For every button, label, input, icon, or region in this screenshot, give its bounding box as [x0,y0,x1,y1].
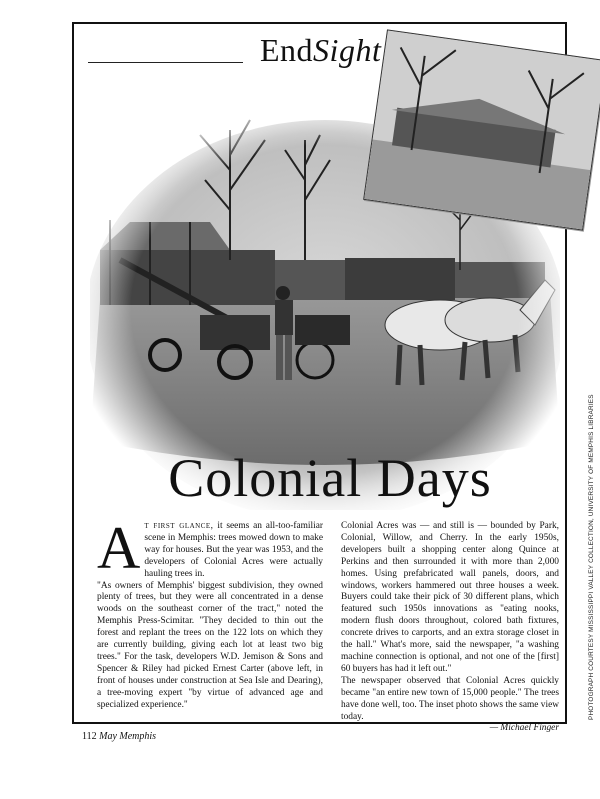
headline: Colonial Days [168,448,492,508]
drop-cap: A [97,515,141,581]
magazine-name: May Memphis [99,731,157,742]
article-column-2 [341,521,559,735]
paragraph-4: The newspaper observed that Colonial Acres quickly became "an entire new town of 15,000 people." The trees have done well, too. The inset photo shows the same view today. [341,675,560,722]
article-column-1 [97,515,323,712]
author-signature: — Michael Finger [489,723,559,734]
photo-credit: PHOTOGRAPH COURTESY MISSISSIPPI VALLEY COLLECTION, UNIVERSITY OF MEMPHIS LIBRARIES [588,394,595,720]
page-folio [82,731,156,742]
inset-photo-image [364,31,600,230]
section-title: EndSight [260,32,382,68]
page-number: 112 [82,731,97,742]
inset-photo [363,29,600,230]
masthead-rule-left [88,62,243,63]
paragraph-3: Colonial Acres was — and still is — bounded by Park, Colonial, Willow, and Cherry. In the early 1950s, developers built a shopping center along Quince at Perkins and then surrounded it with more than 2,000 homes. Using prefabricated wall panels, doors, and windows, workers hammered out three houses a week. Buyers could take their pick of 30 different plans, which featured such 1950s innovations as "eating nooks, modern flush doors throughout, colored bath fixtures, concrete drives to carports, and an extra storage closet in the hall." What's more, said the newspaper, "a washing machine connection is optional, and not one of the [first] 60 buyers has had it left out." [341,521,559,674]
paragraph-2: "As owners of Memphis' biggest subdivision, they owned plenty of trees, but they were all concentrated in a dense woods on the southeast corner of the tract," noted the Memphis Press-Scimitar. "They decided to thin out the forest and replant the trees on the 122 lots on which they are currently building, giving each lot at least two big trees." For the task, developers W.D. Jemison & Sons and Spencer & Riley had picked Ernest Carter (above left, in front of houses under construction at Sea Isle and Dearing), a tree-moving expert "by virtue of advanced age and specialized experience." [97,580,323,710]
paragraph-1: t first glance, it seems an all-too-familiar scene in Memphis: trees mowed down to make way for houses. But the year was 1953, and the developers of Colonial Acres were actually hauling trees in. [144,521,323,579]
